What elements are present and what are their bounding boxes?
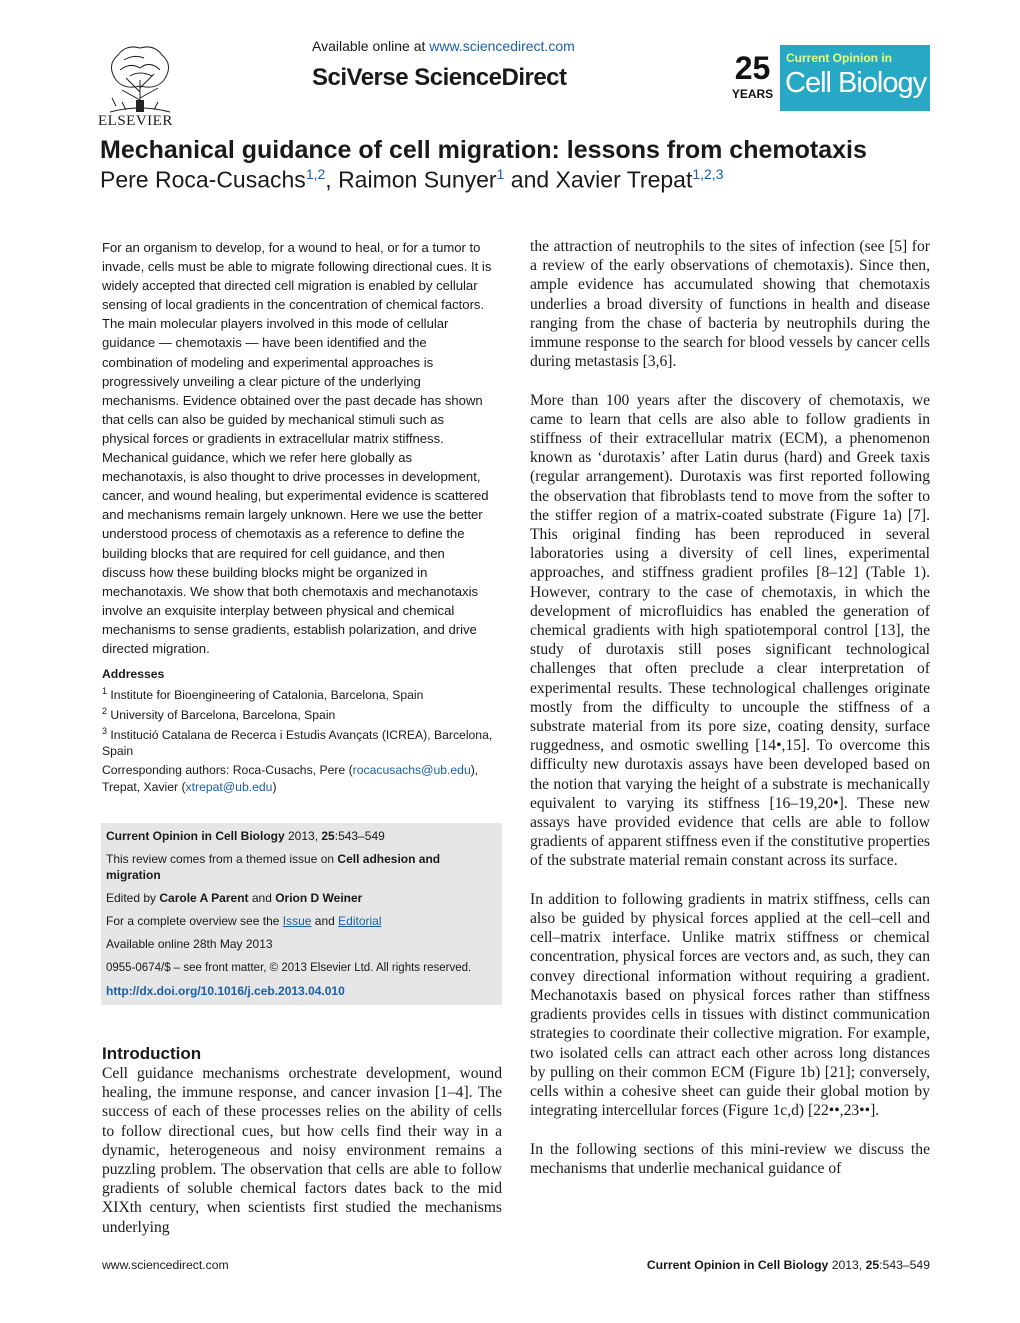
section-heading-introduction: Introduction xyxy=(102,1044,202,1063)
theme-line: This review comes from a themed issue on Cell adhesion and migration xyxy=(106,852,441,882)
abstract-text: For an organism to develop, for a wound to heal, or for a tumor to invade, cells must be able to migrate following directional cues. It is widely accepted that directed cell migration is enabled by cellular sensing of local gradients in the concentration of chemical factors. The main molecular players involved in this mode of cellular guidance — chemotaxis — have been identified and the combination of modeling and experimental approaches is progressively unveiling a clear picture of the underlying mechanisms. Evidence obtained over the past decade has shown that cells can also be guided by mechanical stimuli such as physical forces or gradients in extracellular matrix stiffness. Mechanical guidance, which we refer here globally as mechanotaxis, is also thought to drive processes in development, cancer, and wound healing, but experimental evidence is scattered and mechanisms remain largely unknown. Here we use the better understood process of chemotaxis as a reference to define the building blocks that are required for cell guidance, and then discuss how these building blocks might be organized in mechanotaxis. We show that both chemotaxis and mechanotaxis involve an exquisite interplay between physical and chemical mechanisms to sense gradients, establish polarization, and drive directed migration. xyxy=(102,240,492,656)
available-online: Available online at www.sciencedirect.com xyxy=(312,38,575,54)
corresponding-authors: Corresponding authors: Roca-Cusachs, Pere (rocacusachs@ub.edu), Trepat, Xavier (xtrepat@ub.edu) xyxy=(102,763,479,794)
doi-link[interactable]: http://dx.doi.org/10.1016/j.ceb.2013.04.010 xyxy=(106,984,345,998)
footer-site[interactable]: www.sciencedirect.com xyxy=(102,1258,229,1272)
paragraph: the attraction of neutrophils to the sites of infection (see [5] for a review of the early observations of chemotaxis). Since then, ample evidence has accumulated showing that chemotaxis underlies a broad diversity of functions in health and disease ranging from the chase of bacteria by neutrophils during the immune response to the search for blood vessels by cancer cells during metastasis [3,6]. xyxy=(530,238,930,371)
paragraph: In addition to following gradients in matrix stiffness, cells can also be guided by physical forces applied at the cell–cell and cell–matrix interface. Unlike matrix stiffness or chemical concentration, physical forces are vectors and, as such, they can convey directional information without requiring a gradient. Mechanotaxis based on physical forces rather than stiffness gradients provides cells in tissues with distinct communication strategies to coordinate their collective migration. For example, two isolated cells can attract each other across long distances by pulling on their common ECM (Figure 1b) [21]; conversely, cells within a cohesive sheet can guide their global motion by integrating intercellular forces (Figure 1c,d) [22••,23••]. xyxy=(530,890,930,1120)
author-name: Raimon Sunyer xyxy=(338,166,497,193)
address-item: $^2$ University of Barcelona, Barcelona, Spain xyxy=(102,706,336,723)
article-info-box xyxy=(101,823,502,1005)
addresses-heading: Addresses xyxy=(102,667,165,681)
author-list: Pere Roca-Cusachs$^{1,2}$, Raimon Sunyer$^1$ and Xavier Trepat$^{1,2,3}$ xyxy=(100,166,724,193)
editors-line: Edited by Carole A Parent and Orion D Weiner xyxy=(106,891,363,905)
author-name: Xavier Trepat xyxy=(555,166,693,193)
sciencedirect-link[interactable]: www.sciencedirect.com xyxy=(429,38,575,54)
editorial-link[interactable]: Editorial xyxy=(338,914,382,928)
affiliation-ref[interactable]: 1,2,3 xyxy=(692,166,724,182)
right-column-body xyxy=(530,237,930,1178)
journal-logo: Current Opinion in Cell Biology xyxy=(780,45,930,111)
introduction-body xyxy=(102,1064,502,1237)
paragraph: More than 100 years after the discovery of chemotaxis, we came to learn that cells are also able to follow gradients in stiffness of their extracellular matrix (ECM), a phenomenon known as ‘durotaxis’ after Latin durus (hard) and Greek taxis (regular arrangement). Durotaxis was first reported following the observation that fibroblasts tend to move from the softer to the stiffer region of a matrix-coated substrate (Figure 1a) [7]. This original finding has been reproduced in several laboratories using a diversity of cell lines, experimental approaches, and stiffness gradient profiles [8–12] (Table 1). However, contrary to the case of chemotaxis, in which the development of microfluidics has enabled the generation of chemical gradients with high spatiotemporal control [13], the study of durotaxis still poses significant technological challenges that often preclude a clear interpretation of experimental results. These technological challenges originate mostly from the difficulty to uncouple the stiffness of a substrate material from its pore size, coating density, surface ruggedness, and osmotic swelling [14•,15]. To overcome this difficulty new durotaxis assays have been developed based on the notion that varying the height of a substrate is mechanically equivalent to varying its stiffness [16–19,20•]. These new assays have provided evidence that cells are able to follow gradients of apparent stiffness even if the constitutive properties of the substrate material remain constant across its surface. xyxy=(530,391,930,870)
platform-name: SciVerse ScienceDirect xyxy=(312,64,567,91)
publisher-name: ELSEVIER xyxy=(98,113,173,129)
overview-line: For a complete overview see the Issue and Editorial xyxy=(106,914,382,928)
abstract xyxy=(102,238,492,658)
footer-citation: Current Opinion in Cell Biology 2013, 25:543–549 xyxy=(646,1258,930,1272)
affiliation-ref[interactable]: 1,2 xyxy=(305,166,326,182)
address-item: $^1$ Institute for Bioengineering of Catalonia, Barcelona, Spain xyxy=(102,686,424,703)
available-date: Available online 28th May 2013 xyxy=(106,937,273,951)
email-link[interactable]: xtrepat@ub.edu xyxy=(185,780,273,794)
paragraph: Cell guidance mechanisms orchestrate development, wound healing, the immune response, and cancer invasion [1–4]. The success of each of these processes relies on the ability of cells to follow directional cues, but how cells find their way in a dynamic, heterogeneous and noisy environment remains a puzzling problem. The observation that cells are able to follow gradients of soluble chemical factors dates back to the mid XIXth century, when scientists first studied the mechanisms underlying xyxy=(102,1065,502,1236)
article-title: Mechanical guidance of cell migration: lessons from chemotaxis xyxy=(100,136,867,164)
journal-years-badge: 25 YEARS xyxy=(725,45,780,111)
address-item: $^3$ Institució Catalana de Recerca i Estudis Avançats (ICREA), Barcelona, Spain xyxy=(102,726,493,759)
citation-line: Current Opinion in Cell Biology 2013, 25:543–549 xyxy=(106,829,385,843)
copyright-line: 0955-0674/$ – see front matter, © 2013 Elsevier Ltd. All rights reserved. xyxy=(106,962,472,974)
author-name: Pere Roca-Cusachs xyxy=(100,166,306,193)
address-list xyxy=(102,683,502,759)
issue-link[interactable]: Issue xyxy=(282,914,312,928)
email-link[interactable]: rocacusachs@ub.edu xyxy=(352,763,471,777)
affiliation-ref[interactable]: 1 xyxy=(496,166,505,182)
paragraph: In the following sections of this mini-review we discuss the mechanisms that underlie mechanical guidance of xyxy=(530,1140,930,1177)
